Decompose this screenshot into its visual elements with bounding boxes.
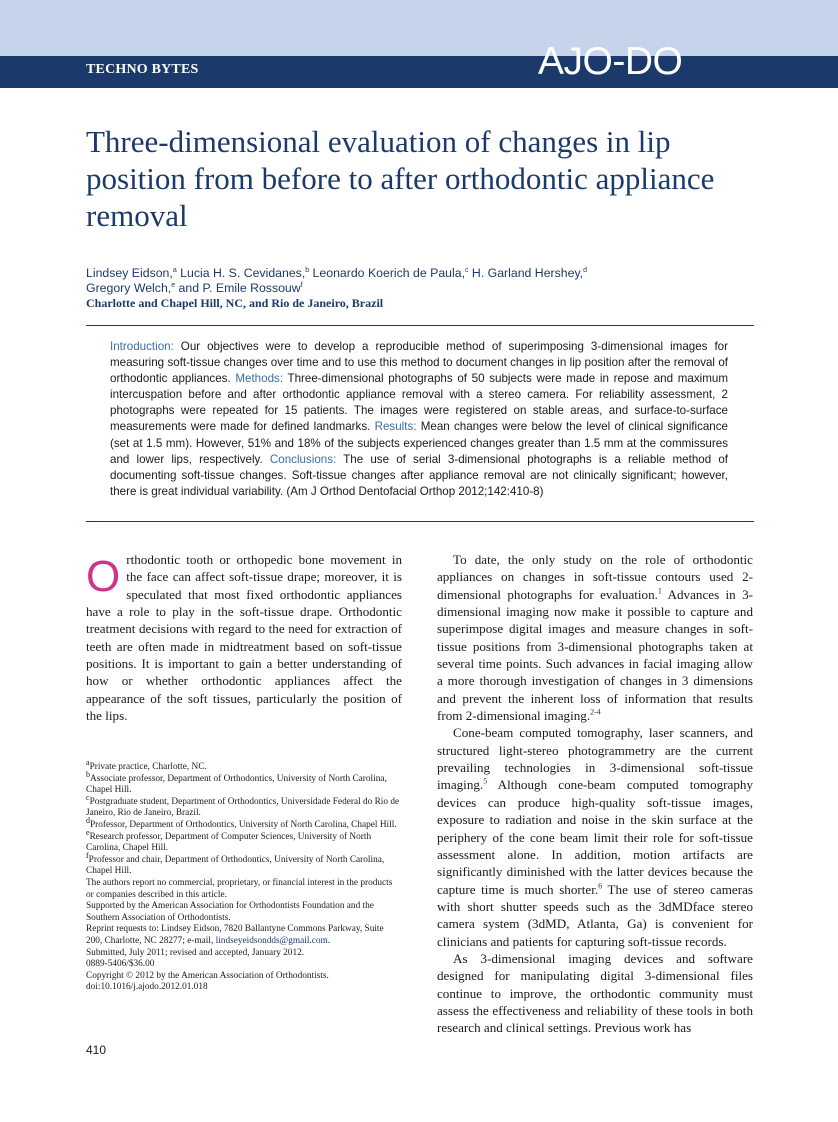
abstract-heading-methods: Methods: <box>235 372 284 386</box>
journal-logo: AJO-DO <box>538 40 683 83</box>
email-link[interactable]: lindseyeidsondds@gmail.com <box>215 935 328 946</box>
footnote-mark: d <box>86 815 90 825</box>
footnote-text: Research professor, Department of Computer Sciences, University of North Carolina, Chapel Hill. <box>86 831 372 854</box>
footnote-mark: e <box>86 827 90 837</box>
reprint-request-note <box>86 924 402 947</box>
footnote <box>86 827 402 855</box>
paragraph-text: rthodontic tooth or orthopedic bone movement in the face can affect soft-tissue drape; moreover, it is speculated that most fixed orthodontic appliances have a role to play in the soft-tissue drape. Orthodontic treatment decisions with regard to the need for extraction of teeth are often made in midtreatment based on soft-tissue positions. It is important to gain a better understanding of how or whether orthodontic appliances affect the appearance of the soft tissues, particularly the position of the lips. <box>86 552 402 724</box>
issn: 0889-5406/$36.00 <box>86 959 155 970</box>
abstract-heading-introduction: Introduction: <box>110 340 174 353</box>
author-affiliation-mark: a <box>172 266 177 274</box>
citation-link[interactable]: 2-4 <box>590 707 601 717</box>
footnote <box>86 792 402 820</box>
reprint-request-text: Reprint requests to: Lindsey Eidson, 7820 Ballantyne Commons Parkway, Suite 200, Charlotte, NC 28277; e-mail, <box>86 924 384 946</box>
abstract-conclusions-text: The use of serial 3-dimensional photographs is a reliable method of documenting soft-tissue changes. Soft-tissue changes after appliance removal are not clinically significant; however, there is great individual variability. (Am J Orthod Dentofacial Orthop 2012;142:410-8) <box>110 452 729 498</box>
funding-note: Supported by the American Association for Orthodontists Foundation and the Southern Association of Orthodontists. <box>86 901 374 923</box>
citation-link[interactable]: 1 <box>657 586 662 596</box>
abstract-methods-text: Three-dimensional photographs of 50 subjects were made in repose and maximum intercuspation before and after orthodontic appliance removal with a stereo camera. For reliability assessment, 2 photographs were repeated for 15 patients. The images were registered on stable areas, and surface-to-surface measurements were made for defined landmarks. <box>110 372 728 434</box>
abstract-bottom-rule <box>86 521 754 522</box>
author-name[interactable]: H. Garland Hershey, <box>468 266 584 280</box>
author-name[interactable]: Lindsey Eidson, <box>86 266 173 280</box>
drop-cap: O <box>86 552 121 601</box>
footnote-text: Private practice, Charlotte, NC. <box>89 762 207 772</box>
footnote <box>86 815 402 832</box>
paragraph-text: Advances in 3-dimensional imaging now make it possible to capture and superimpose digital images and measure changes in soft-tissue positions from 3-dimensional photographs taken at several time points. Such advances in facial imaging allow a more thorough investigation of changes in 3 dimensions and prevent the inherent loss of information that results from 2-dimensional imaging. <box>437 586 753 724</box>
copyright: Copyright © 2012 by the American Association of Orthodontists. <box>86 970 329 981</box>
footnote-mark: c <box>86 792 90 802</box>
abstract-top-rule <box>86 325 754 326</box>
body-paragraph <box>437 551 753 724</box>
reprint-request-end: . <box>327 935 331 946</box>
paragraph-text: Cone-beam computed tomography, laser scanners, and structured light-stereo photogrammetry are the current prevailing technologies in 3-dimensional soft-tissue imaging. <box>437 725 753 793</box>
footnote-mark: a <box>86 757 90 767</box>
citation-link[interactable]: 5 <box>483 777 488 787</box>
abstract <box>110 339 728 500</box>
body-paragraph <box>86 551 402 724</box>
author-list <box>86 266 766 295</box>
author-affiliation-mark: c <box>465 266 469 274</box>
author-affiliation-mark: b <box>305 266 310 274</box>
footnote-mark: f <box>86 850 89 860</box>
page-number: 410 <box>86 1043 107 1057</box>
author-affiliation-mark: d <box>583 266 588 274</box>
footnote-text: Postgraduate student, Department of Orthodontics, Universidade Federal do Rio de Janeiro, Rio de Janeiro, Brazil. <box>86 796 400 819</box>
footnote <box>86 850 402 878</box>
author-affiliation-mark: f <box>300 281 303 289</box>
paragraph-text: Although cone-beam computed tomography devices can produce high-quality soft-tissue images, exposure to radiation and noise in the skin surface at the periphery of the cone beam limit their role for soft-tissue assessment alone. In addition, motion artifacts are significantly diminished with the latter devices because the capture time is much shorter. <box>437 777 753 897</box>
body-column-left <box>86 551 402 724</box>
author-name[interactable]: Leonardo Koerich de Paula, <box>309 266 466 280</box>
footnote-text: Professor and chair, Department of Orthodontics, University of North Carolina, Chapel Hill. <box>86 854 385 877</box>
author-name[interactable]: Gregory Welch, <box>86 280 172 295</box>
abstract-introduction-text: Our objectives were to develop a reproducible method of superimposing 3-dimensional images for measuring soft-tissue changes over time and to use this method to document changes in lip position after the removal of orthodontic appliances. <box>110 340 728 386</box>
abstract-heading-conclusions: Conclusions: <box>269 452 337 466</box>
author-name[interactable]: Lucia H. S. Cevidanes, <box>176 266 306 280</box>
author-name[interactable]: and P. Emile Rossouw <box>175 280 301 295</box>
header-top-band <box>0 0 838 56</box>
paragraph-text: The use of stereo cameras with short shutter speeds such as the 3dMDface stereo camera system (3dMD, Atlanta, Ga) is convenient for clinicians and patients for capturing soft-tissue records. <box>437 881 753 949</box>
submission-dates: Submitted, July 2011; revised and accepted, January 2012. <box>86 947 305 958</box>
citation-link[interactable]: 6 <box>598 881 603 891</box>
footnote <box>86 769 402 797</box>
abstract-results-text: Mean changes were below the level of clinical significance (set at 1.5 mm). However, 51% and 18% of the subjects experienced changes greater than 1.5 mm at the commissures and lower lips, respectively. <box>110 420 729 466</box>
author-footnotes <box>86 757 402 994</box>
paragraph-text: To date, the only study on the role of orthodontic appliances on changes in soft-tissue contours used 2-dimensional photographs for evaluation. <box>437 552 753 602</box>
doi[interactable]: doi:10.1016/j.ajodo.2012.01.018 <box>86 982 208 993</box>
abstract-heading-results: Results: <box>374 420 417 434</box>
footnote <box>86 757 402 774</box>
body-paragraph <box>437 724 753 949</box>
affiliation-location: Charlotte and Chapel Hill, NC, and Rio de Janeiro, Brazil <box>86 296 384 310</box>
article-title: Three-dimensional evaluation of changes in lip position from before to after orthodontic appliance removal <box>86 124 715 233</box>
footnote-mark: b <box>86 769 90 779</box>
footnote-text: Professor, Department of Orthodontics, University of North Carolina, Chapel Hill. <box>90 819 397 830</box>
body-column-right <box>437 551 753 1037</box>
disclosure-note: The authors report no commercial, proprietary, or financial interest in the products or companies described in this article. <box>86 877 393 900</box>
author-affiliation-mark: e <box>171 281 176 289</box>
body-paragraph: As 3-dimensional imaging devices and software designed for manipulating digital 3-dimensional files continue to improve, the orthodontic community must assess the effectiveness and reliability of these tools in both research and clinical settings. Previous work has <box>437 950 753 1036</box>
section-label: TECHNO BYTES <box>86 62 199 77</box>
footnote-text: Associate professor, Department of Orthodontics, University of North Carolina, Chapel Hill. <box>86 773 387 796</box>
